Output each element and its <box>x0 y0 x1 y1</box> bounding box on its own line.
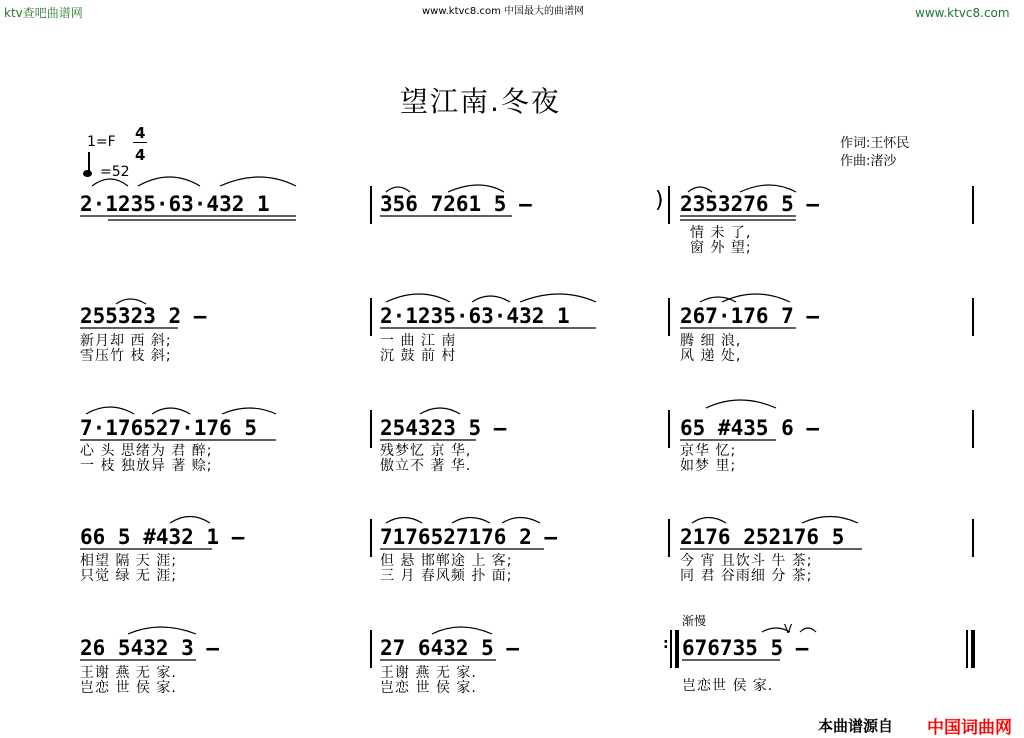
slur-mark <box>116 299 146 304</box>
row3-measure2-lyric1: 残梦忆 京 华, <box>380 443 472 459</box>
slur-mark <box>152 408 190 414</box>
slur-mark <box>432 627 492 634</box>
slur-mark <box>502 518 540 524</box>
slur-mark <box>386 187 410 192</box>
slur-mark <box>92 179 128 186</box>
slur-mark <box>472 296 510 302</box>
site-url-right: www.ktvc8.com <box>915 6 1010 20</box>
song-title: 望江南.冬夜 <box>400 85 561 118</box>
row5-measure2-lyric2: 岂恋 世 侯 家. <box>380 680 477 696</box>
slur-mark <box>520 294 596 302</box>
row5-measure2-lyric1: 王谢 燕 无 家. <box>380 665 477 681</box>
row3-measure1-lyric2: 一 枝 独放异 著 赊; <box>80 458 213 474</box>
row2-measure2-lyric2: 沉 鼓 前 村 <box>380 348 457 364</box>
slur-mark <box>220 177 296 186</box>
site-banner: www.ktvc8.com 中国最大的曲谱网 <box>422 6 585 17</box>
source-site-logo[interactable]: 中国词曲网 <box>927 718 1012 738</box>
row1-measure3-notes: 2353276 5 – <box>680 192 820 216</box>
slur-mark <box>86 407 134 414</box>
slur-mark <box>452 518 490 524</box>
slur-mark <box>800 628 816 632</box>
row4-measure2-lyric2: 三 月 春风频 扑 面; <box>380 568 513 584</box>
slur-mark <box>706 400 776 408</box>
key-signature: 1=F <box>87 134 116 150</box>
slur-mark <box>740 185 796 192</box>
row2-measure2-notes: 2·1235·63·432 1 <box>380 304 570 328</box>
row4-measure3-lyric2: 同 君 谷雨细 分 茶; <box>680 568 813 584</box>
row3-measure3-notes: 65 #435 6 – <box>680 416 820 440</box>
slur-mark <box>170 517 210 524</box>
composer-credit: 作曲:渚沙 <box>840 154 897 169</box>
row3-measure2-notes: 254323 5 – <box>380 416 507 440</box>
slur-mark <box>802 517 858 524</box>
slur-mark <box>222 408 276 414</box>
slur-mark <box>128 627 196 634</box>
tempo-marking: =52 <box>100 164 130 180</box>
row1-measure3-lyric2: 窗 外 望; <box>690 240 752 256</box>
slur-mark <box>420 408 460 414</box>
slur-mark <box>138 177 200 186</box>
row5-measure2-notes: 27 6432 5 – <box>380 636 520 660</box>
row1-measure1-notes: 2·1235·63·432 1 <box>80 192 270 216</box>
row3-measure3-lyric2: 如梦 里; <box>680 458 737 474</box>
slur-mark <box>722 294 790 302</box>
row2-measure3-lyric2: 风 递 处, <box>680 348 742 364</box>
fermata-mark-icon: V <box>784 622 793 636</box>
row4-measure1-lyric2: 只觉 绿 无 涯; <box>80 568 178 584</box>
row5-measure1-lyric2: 岂恋 世 侯 家. <box>80 680 177 696</box>
slur-mark <box>688 187 712 192</box>
tempo-annotation: 渐慢 <box>682 614 707 628</box>
row4-measure2-lyric1: 但 悬 邯郸途 上 客; <box>380 553 513 569</box>
row3-measure1-lyric1: 心 头 思绪为 君 醉; <box>80 443 213 459</box>
slur-mark <box>448 185 504 192</box>
repeat-dots-icon: : <box>663 636 669 652</box>
lyricist-credit: 作词:王怀民 <box>840 136 910 151</box>
site-name-left: ktv查吧曲谱网 <box>4 6 83 20</box>
row2-measure2-lyric1: 一 曲 江 南 <box>380 333 457 349</box>
source-label: 本曲谱源自 <box>818 717 894 735</box>
row4-measure2-notes: 7176527176 2 – <box>380 525 558 549</box>
row4-measure3-lyric1: 今 宵 且饮斗 牛 茶; <box>680 553 813 569</box>
row3-measure1-notes: 7·176527·176 5 <box>80 416 258 440</box>
row4-measure1-lyric1: 相望 隔 天 涯; <box>80 553 178 569</box>
time-signature-bottom: 4 <box>135 146 146 164</box>
row2-measure3-lyric1: 腾 细 浪, <box>680 333 742 349</box>
repeat-bracket-icon: ) <box>655 188 664 213</box>
row2-measure3-notes: 267·176 7 – <box>680 304 820 328</box>
row2-measure1-notes: 255323 2 – <box>80 304 207 328</box>
row1-measure3-lyric1: 情 未 了, <box>690 225 752 241</box>
row2-measure1-lyric2: 雪压竹 枝 斜; <box>80 348 172 364</box>
row5-measure1-lyric1: 王谢 燕 无 家. <box>80 665 177 681</box>
slur-mark <box>700 297 736 302</box>
row4-measure1-notes: 66 5 #432 1 – <box>80 525 245 549</box>
row3-measure2-lyric2: 傲立不 著 华. <box>380 458 472 474</box>
slur-mark <box>692 518 726 524</box>
slur-mark <box>386 294 450 302</box>
row1-measure2-notes: 356 7261 5 – <box>380 192 532 216</box>
slur-mark <box>386 518 422 524</box>
time-signature-top: 4 <box>135 124 146 142</box>
row5-measure3-lyric1: 岂恋世 侯 家. <box>682 678 774 694</box>
row5-measure1-notes: 26 5432 3 – <box>80 636 220 660</box>
row4-measure3-notes: 2176 252176 5 <box>680 525 845 549</box>
row2-measure1-lyric1: 新月却 西 斜; <box>80 333 172 349</box>
row5-measure3-notes: 676735 5 – <box>682 636 809 660</box>
row3-measure3-lyric1: 京华 忆; <box>680 443 737 459</box>
